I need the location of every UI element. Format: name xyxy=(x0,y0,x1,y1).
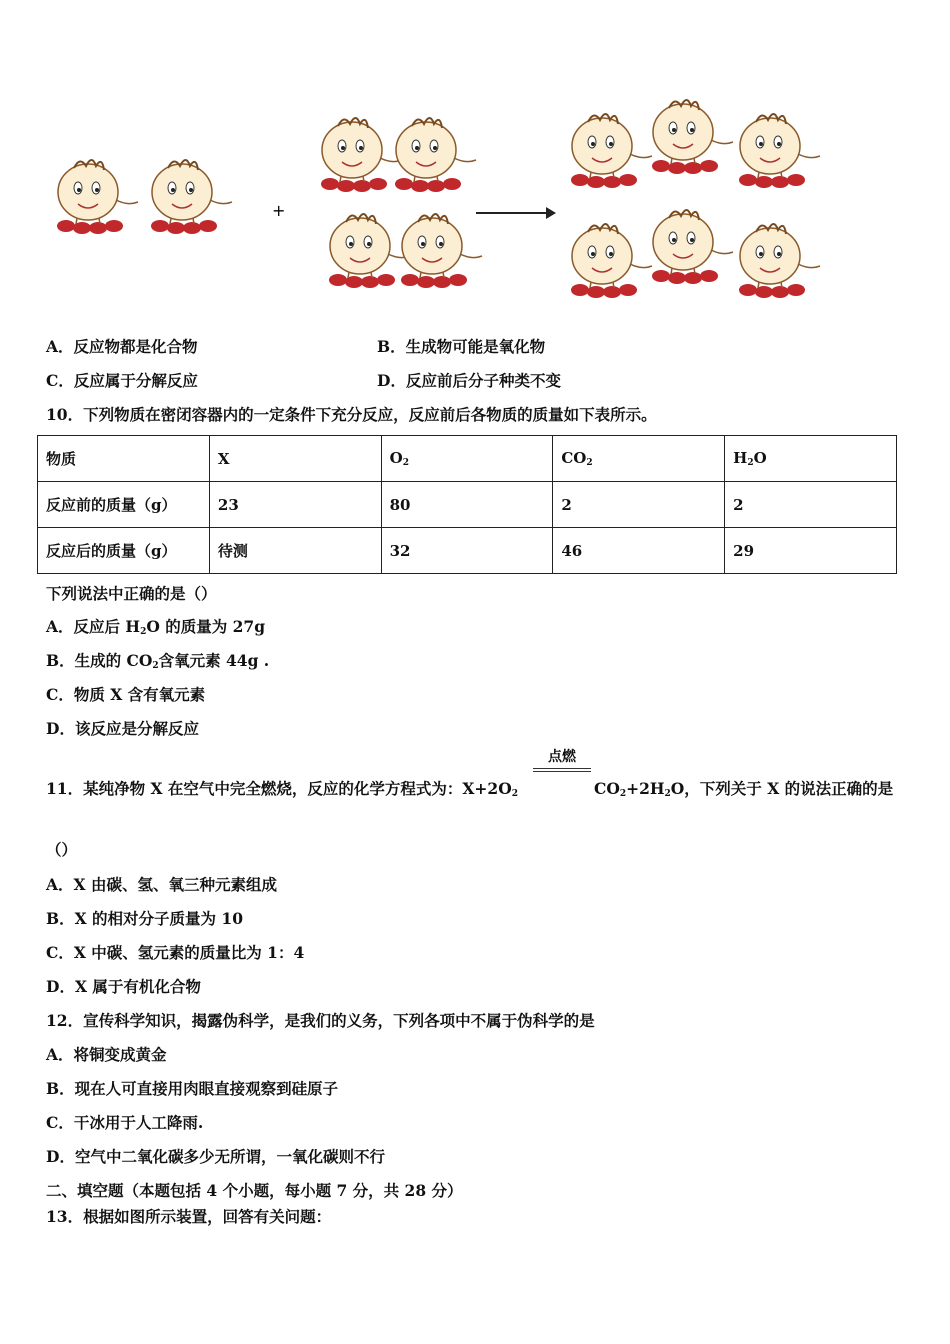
q11-option-c: C．X 中碳、氢元素的质量比为 1：4 xyxy=(46,943,305,962)
table-header-row xyxy=(38,436,897,482)
reaction-arrow-head xyxy=(546,207,556,219)
q12-option-c: C．干冰用于人工降雨. xyxy=(46,1113,204,1132)
mass-table xyxy=(37,435,897,574)
q10-option-c: C．物质 X 含有氧元素 xyxy=(46,685,206,704)
q9-option-a: A．反应物都是化合物 xyxy=(46,337,198,356)
plus-sign: + xyxy=(272,201,286,220)
reaction-diagram xyxy=(0,90,950,320)
cell-before-h2o: 2 xyxy=(725,482,897,528)
reactant-molecule-2 xyxy=(321,118,482,288)
reaction-arrow xyxy=(476,212,548,214)
q9-option-d: D．反应前后分子种类不变 xyxy=(377,371,561,390)
cell-before-co2: 2 xyxy=(553,482,725,528)
reaction-condition: 点燃 xyxy=(548,749,576,765)
q11-option-a: A．X 由碳、氢、氧三种元素组成 xyxy=(46,875,277,894)
q11-option-d: D．X 属于有机化合物 xyxy=(46,977,201,996)
q13-stem: 13．根据如图所示装置，回答有关问题： xyxy=(46,1207,332,1226)
row-before-label: 反应前的质量（g） xyxy=(38,482,210,528)
header-substance: 物质 xyxy=(38,436,210,482)
header-x: X xyxy=(209,436,381,482)
cell-before-o2: 80 xyxy=(381,482,553,528)
cell-after-h2o: 29 xyxy=(725,528,897,574)
reactant-molecule-1 xyxy=(57,160,232,234)
equation-equals-line-2 xyxy=(533,771,591,772)
table-row xyxy=(38,528,897,574)
q10-option-b: B．生成的 $CO_2$含氧元素 44g . xyxy=(46,651,270,671)
cell-after-co2: 46 xyxy=(553,528,725,574)
q9-option-c: C．反应属于分解反应 xyxy=(46,371,198,390)
q10-stem: 10．下列物质在密闭容器内的一定条件下充分反应，反应前后各物质的质量如下表所示。 xyxy=(46,405,657,424)
q11-stem-left: 11．某纯净物 X 在空气中完全燃烧，反应的化学方程式为：$X+2O_2$ xyxy=(46,779,518,799)
q10-option-d: D．该反应是分解反应 xyxy=(46,719,199,738)
q9-option-b: B．生成物可能是氧化物 xyxy=(377,337,546,356)
q10-option-a: A．反应后 $H_2O$ 的质量为 27g xyxy=(46,617,266,637)
cell-after-x: 待测 xyxy=(209,528,381,574)
q12-option-b: B．现在人可直接用肉眼直接观察到硅原子 xyxy=(46,1079,339,1098)
header-co2: $CO_2$ xyxy=(553,436,725,482)
q12-option-d: D．空气中二氧化碳多少无所谓，一氧化碳则不行 xyxy=(46,1147,385,1166)
q11-answer-paren: （） xyxy=(46,840,78,859)
q12-stem: 12．宣传科学知识，揭露伪科学，是我们的义务，下列各项中不属于伪科学的是 xyxy=(46,1011,595,1030)
q10-prompt: 下列说法中正确的是（） xyxy=(46,584,217,603)
q11-stem-right: $CO_2+2H_2O$，下列关于 X 的说法正确的是 xyxy=(594,779,894,799)
product-molecule-1 xyxy=(571,100,820,188)
header-h2o: $H_2O$ xyxy=(725,436,897,482)
header-o2: $O_2$ xyxy=(381,436,553,482)
q12-option-a: A．将铜变成黄金 xyxy=(46,1045,167,1064)
q11-option-b: B．X 的相对分子质量为 10 xyxy=(46,909,243,928)
table-row xyxy=(38,482,897,528)
cell-after-o2: 32 xyxy=(381,528,553,574)
row-after-label: 反应后的质量（g） xyxy=(38,528,210,574)
section-heading: 二、填空题（本题包括 4 个小题，每小题 7 分，共 28 分） xyxy=(46,1181,463,1200)
equation-equals-line xyxy=(533,768,591,769)
cell-before-x: 23 xyxy=(209,482,381,528)
product-molecule-2 xyxy=(571,210,820,298)
